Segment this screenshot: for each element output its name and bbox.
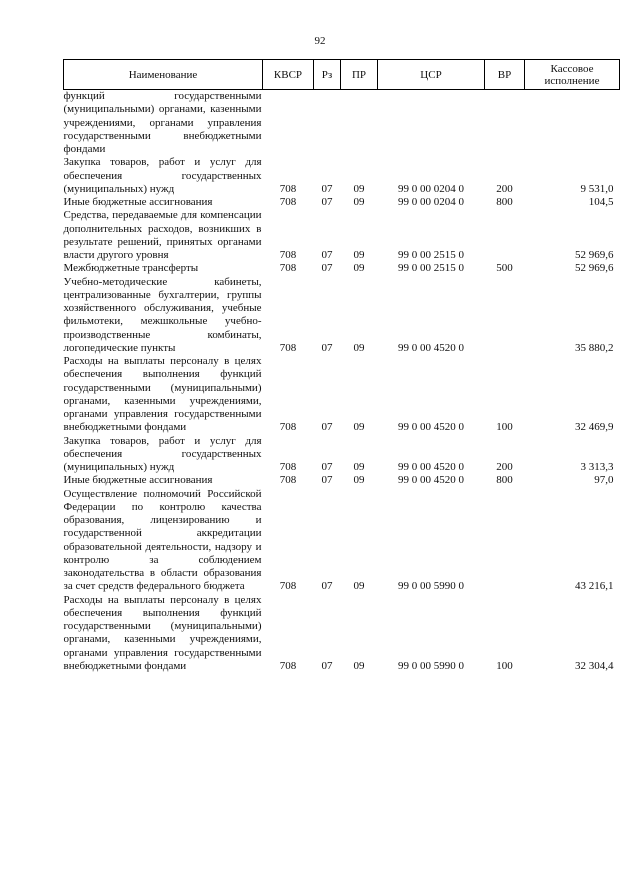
table-row bbox=[64, 488, 620, 594]
budget-table bbox=[63, 59, 620, 673]
cell-value: 32 469,9 bbox=[575, 421, 614, 434]
cell-csr: 99 0 00 2515 0 bbox=[398, 249, 464, 261]
cell-pr: 09 bbox=[353, 341, 365, 354]
cell-rz: 07 bbox=[321, 262, 333, 275]
cell-kvsr: 708 bbox=[279, 461, 297, 473]
cell-pr: 09 bbox=[353, 421, 365, 434]
header-rz: Рз bbox=[314, 60, 341, 90]
header-exec: Кассовое исполнение bbox=[525, 60, 620, 90]
cell-value: 97,0 bbox=[594, 474, 614, 487]
cell-csr: 99 0 00 4520 0 bbox=[398, 474, 464, 487]
page-number: 92 bbox=[314, 35, 326, 47]
cell-name: Осуществление полномочий Российской Федерации по контролю качества образования, лицензированию и государственной аккредитации образовательной деятельности, надзору и контролю за соблюдением законодательства в области образования за счет средств федерального бюджета bbox=[63, 487, 262, 593]
table-row bbox=[64, 355, 620, 435]
cell-value: 35 880,2 bbox=[575, 341, 614, 354]
table-row bbox=[64, 156, 620, 196]
cell-rz: 07 bbox=[321, 182, 333, 195]
cell-csr: 99 0 00 0204 0 bbox=[398, 182, 464, 195]
table-row bbox=[64, 594, 620, 674]
cell-kvsr: 708 bbox=[279, 341, 297, 354]
cell-kvsr: 708 bbox=[279, 196, 297, 208]
table-row bbox=[64, 209, 620, 262]
cell-kvsr: 708 bbox=[279, 249, 297, 261]
cell-csr: 99 0 00 2515 0 bbox=[398, 262, 464, 275]
cell-kvsr bbox=[263, 90, 314, 157]
cell-kvsr: 708 bbox=[279, 659, 297, 672]
table-row bbox=[64, 262, 620, 275]
cell-rz: 07 bbox=[321, 196, 333, 208]
cell-vr: 500 bbox=[496, 262, 513, 275]
header-pr: ПР bbox=[341, 60, 378, 90]
cell-pr: 09 bbox=[353, 461, 365, 473]
cell-name: Расходы на выплаты персоналу в целях обеспечения выполнения функций государственными (муниципальными) органами, казенными учреждениями, органами управления государственными внебюджетными фондами bbox=[63, 593, 262, 672]
cell-rz: 07 bbox=[321, 249, 333, 261]
cell-pr bbox=[341, 90, 378, 157]
cell-name: Закупка товаров, работ и услуг для обеспечения государственных (муниципальных) нужд bbox=[63, 434, 262, 473]
table-row bbox=[64, 90, 620, 157]
header-kvsr: КВСР bbox=[263, 60, 314, 90]
cell-value: 104,5 bbox=[588, 196, 614, 208]
table-header-row bbox=[64, 60, 620, 90]
cell-rz: 07 bbox=[321, 421, 333, 434]
cell-kvsr: 708 bbox=[279, 421, 297, 434]
cell-pr: 09 bbox=[353, 249, 365, 261]
cell-rz: 07 bbox=[321, 461, 333, 473]
cell-pr: 09 bbox=[353, 196, 365, 208]
cell-kvsr: 708 bbox=[279, 262, 297, 275]
cell-name: Средства, передаваемые для компенсации дополнительных расходов, возникших в результате решений, принятых органами власти другого уровня bbox=[63, 209, 262, 261]
table-row bbox=[64, 196, 620, 209]
cell-vr: 100 bbox=[496, 421, 513, 434]
cell-vr bbox=[485, 276, 525, 356]
cell-name: Учебно-методические кабинеты, централизованные бухгалтерии, группы хозяйственного обслуживания, учебные фильмотеки, межшкольные учебно-производственные комбинаты, логопедические пункты bbox=[63, 275, 262, 354]
cell-pr: 09 bbox=[353, 182, 365, 195]
cell-csr: 99 0 00 5990 0 bbox=[398, 580, 464, 593]
cell-vr bbox=[485, 488, 525, 594]
cell-rz: 07 bbox=[321, 474, 333, 487]
cell-value bbox=[525, 90, 620, 157]
cell-rz bbox=[314, 90, 341, 157]
cell-vr: 100 bbox=[496, 659, 513, 672]
cell-name: Закупка товаров, работ и услуг для обеспечения государственных (муниципальных) нужд bbox=[63, 156, 262, 195]
cell-kvsr: 708 bbox=[279, 182, 297, 195]
cell-vr bbox=[485, 209, 525, 262]
cell-csr: 99 0 00 4520 0 bbox=[398, 421, 464, 434]
cell-value: 43 216,1 bbox=[575, 580, 614, 593]
cell-value: 3 313,3 bbox=[580, 461, 614, 473]
cell-vr: 800 bbox=[496, 196, 513, 208]
cell-name: Расходы на выплаты персоналу в целях обеспечения выполнения функций государственными (муниципальными) органами, казенными учреждениями, органами управления государственными внебюджетными фондами bbox=[63, 355, 262, 434]
cell-csr: 99 0 00 0204 0 bbox=[398, 196, 464, 208]
cell-kvsr: 708 bbox=[279, 474, 297, 487]
table-row bbox=[64, 474, 620, 487]
cell-pr: 09 bbox=[353, 474, 365, 487]
table-row bbox=[64, 276, 620, 356]
cell-name: Иные бюджетные ассигнования bbox=[63, 196, 213, 208]
cell-vr bbox=[485, 90, 525, 157]
header-vr: ВР bbox=[485, 60, 525, 90]
cell-vr: 800 bbox=[496, 474, 513, 487]
table-body bbox=[64, 90, 620, 674]
cell-value: 52 969,6 bbox=[575, 262, 614, 275]
cell-value: 52 969,6 bbox=[575, 249, 614, 261]
cell-value: 32 304,4 bbox=[575, 659, 614, 672]
cell-kvsr: 708 bbox=[279, 580, 297, 593]
cell-name: Иные бюджетные ассигнования bbox=[63, 474, 213, 487]
cell-rz: 07 bbox=[321, 659, 333, 672]
header-name: Наименование bbox=[64, 60, 263, 90]
cell-pr: 09 bbox=[353, 580, 365, 593]
cell-csr bbox=[378, 90, 485, 157]
cell-vr: 200 bbox=[496, 461, 513, 473]
cell-name: функций государственными (муниципальными) органами, казенными учреждениями, органами управления государственными внебюджетными фондами bbox=[63, 90, 262, 155]
cell-csr: 99 0 00 5990 0 bbox=[398, 659, 464, 672]
cell-pr: 09 bbox=[353, 659, 365, 672]
header-csr: ЦСР bbox=[378, 60, 485, 90]
cell-name: Межбюджетные трансферты bbox=[63, 262, 199, 275]
cell-value: 9 531,0 bbox=[580, 182, 614, 195]
table-row bbox=[64, 435, 620, 475]
cell-rz: 07 bbox=[321, 341, 333, 354]
cell-csr: 99 0 00 4520 0 bbox=[398, 461, 464, 473]
cell-rz: 07 bbox=[321, 580, 333, 593]
cell-vr: 200 bbox=[496, 182, 513, 195]
cell-pr: 09 bbox=[353, 262, 365, 275]
cell-csr: 99 0 00 4520 0 bbox=[398, 341, 464, 354]
